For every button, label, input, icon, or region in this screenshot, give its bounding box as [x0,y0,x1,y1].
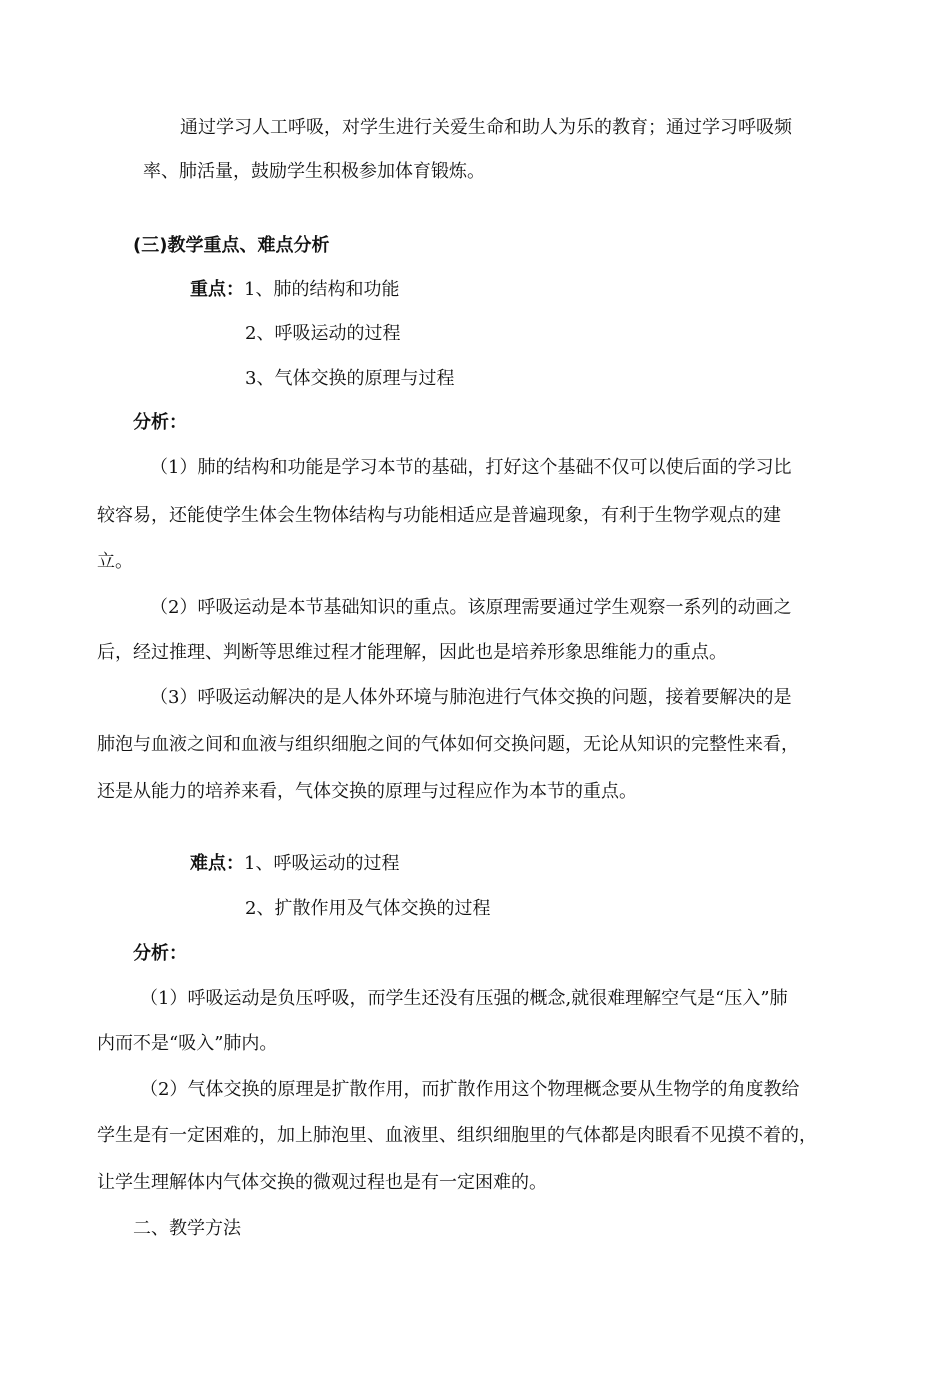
intro-line-2: 率、肺活量，鼓励学生积极参加体育锻炼。 [143,161,485,182]
intro-line-1: 通过学习人工呼吸，对学生进行关爱生命和助人为乐的教育；通过学习呼吸频 [180,117,792,138]
key-point-item: 3、气体交换的原理与过程 [245,368,455,389]
key-point-item: 1、肺的结构和功能 [244,279,400,300]
analysis-label: 分析： [133,943,187,964]
difficulty-item: 2、扩散作用及气体交换的过程 [245,898,491,919]
difficulties-line-1 [190,852,399,876]
key-points-line-1 [190,278,399,302]
analysis-paragraph-line: 让学生理解体内气体交换的微观过程也是有一定困难的。 [97,1172,547,1193]
key-points-label: 重点： [190,279,244,300]
analysis-paragraph-line: 肺泡与血液之间和血液与组织细胞之间的气体如何交换问题，无论从知识的完整性来看， [97,734,799,755]
analysis-paragraph-line: （2）气体交换的原理是扩散作用，而扩散作用这个物理概念要从生物学的角度教给 [140,1079,800,1100]
analysis-paragraph-line: 还是从能力的培养来看，气体交换的原理与过程应作为本节的重点。 [97,781,637,802]
analysis-paragraph-line: （2）呼吸运动是本节基础知识的重点。该原理需要通过学生观察一系列的动画之 [150,597,792,618]
section-heading: (三)教学重点、难点分析 [133,235,330,256]
analysis-paragraph-line: （3）呼吸运动解决的是人体外环境与肺泡进行气体交换的问题，接着要解决的是 [150,687,792,708]
analysis-paragraph-line: （1）肺的结构和功能是学习本节的基础，打好这个基础不仅可以使后面的学习比 [150,457,792,478]
key-point-item: 2、呼吸运动的过程 [245,323,401,344]
difficulties-label: 难点： [190,853,244,874]
analysis-paragraph-line: 较容易，还能使学生体会生物体结构与功能相适应是普遍现象，有利于生物学观点的建 [97,505,781,526]
analysis-label: 分析： [133,412,187,433]
analysis-paragraph-line: 立。 [97,551,133,572]
section-heading: 二、教学方法 [133,1218,241,1239]
analysis-paragraph-line: 内而不是“吸入”肺内。 [97,1033,278,1054]
difficulty-item: 1、呼吸运动的过程 [244,853,400,874]
analysis-paragraph-line: 后，经过推理、判断等思维过程才能理解，因此也是培养形象思维能力的重点。 [97,642,727,663]
analysis-paragraph-line: 学生是有一定困难的，加上肺泡里、血液里、组织细胞里的气体都是肉眼看不见摸不着的， [97,1125,817,1146]
analysis-paragraph-line: （1）呼吸运动是负压呼吸，而学生还没有压强的概念,就很难理解空气是“压入”肺 [140,988,788,1009]
